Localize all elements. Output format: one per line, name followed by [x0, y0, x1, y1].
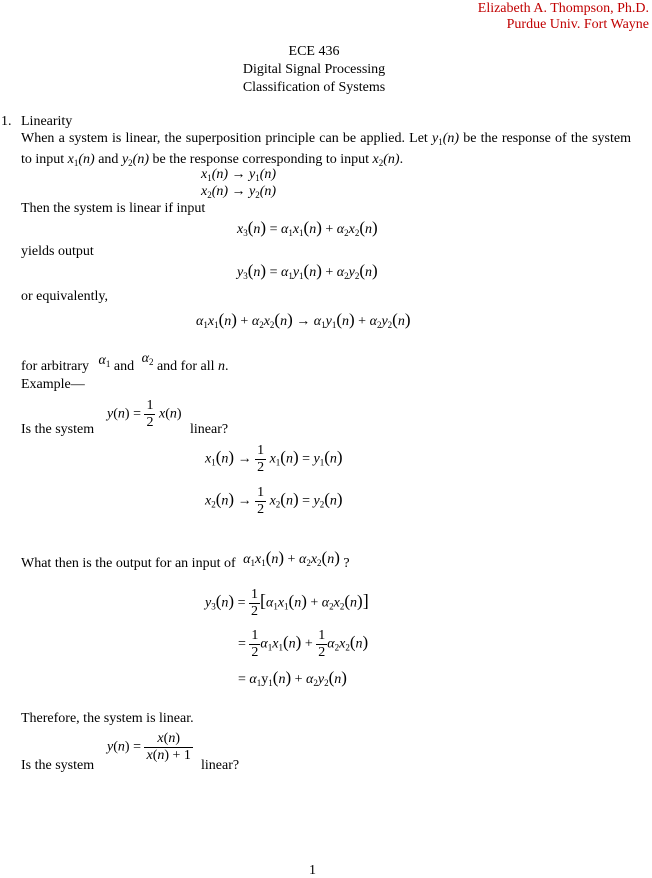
linearity-definition: When a system is linear, the superposition principle can be applied. Let $y_1(n)$ be the response of the system to input $x_1(n)$ and $y_2(n)$ be the response corresponding to input $x_2(n)$. — [21, 131, 631, 168]
response-1-eq: $x_1(n)$ → $\frac{1}{2}$ $x_1(n) = y_1(n)$ — [205, 443, 343, 475]
derivation-line-2: = $\frac{1}{2}$ $\alpha_1x_1(n)$ + $\frac{1}{2}$ $\alpha_2x_2(n)$ — [238, 628, 369, 660]
conclusion-text: Therefore, the system is linear. — [21, 711, 194, 726]
author-affiliation: Purdue Univ. Fort Wayne — [506, 17, 649, 32]
arbitrary-constants-line: for arbitrary $\alpha_1$ and $\alpha_2$ and for all n. — [21, 351, 229, 374]
question-2-label: Is the system — [21, 758, 95, 773]
mapping-2: $x_2(n) \to y_2(n)$ — [201, 184, 277, 200]
document-topic: Classification of Systems — [242, 80, 386, 95]
course-title: Digital Signal Processing — [242, 62, 386, 77]
question-1-linear: linear? — [190, 422, 229, 437]
output-superposition-eq: $y_3(n) = \alpha_1y_1(n) + \alpha_2y_2(n)$ — [237, 261, 378, 281]
what-then-question: What then is the output for an input of $\alpha_1x_1(n) + \alpha_2x_2(n)$ ? — [21, 548, 350, 571]
question-2-linear: linear? — [201, 758, 240, 773]
system-2-eq: y(n) = $\frac{x(n)}{x(n) + 1}$ — [107, 731, 191, 763]
equivalent-mapping-eq: $\alpha_1x_1(n) + \alpha_2x_2(n) \to \alpha_1y_1(n) + \alpha_2y_2(n)$ — [196, 310, 411, 330]
question-1-label: Is the system — [21, 422, 95, 437]
example-label: Example— — [21, 377, 85, 392]
yields-output-text: yields output — [21, 244, 94, 259]
course-number: ECE 436 — [288, 44, 340, 59]
page-number: 1 — [309, 863, 316, 878]
section-heading: Linearity — [21, 114, 73, 129]
then-linear-text: Then the system is linear if input — [21, 201, 206, 216]
author-name: Elizabeth A. Thompson, Ph.D. — [477, 1, 649, 16]
derivation-line-1: $y_3(n)$ = $\frac{1}{2}$ $[\alpha_1x_1(n) + \alpha_2x_2(n)]$ — [205, 587, 369, 619]
system-1-eq: y(n) = $\frac{1}{2}$ x(n) — [107, 398, 182, 430]
response-2-eq: $x_2(n)$ → $\frac{1}{2}$ $x_2(n) = y_2(n)$ — [205, 485, 343, 517]
mapping-1: $x_1(n) \to y_1(n)$ — [201, 167, 277, 183]
or-equivalently-text: or equivalently, — [21, 289, 108, 304]
input-superposition-eq: $x_3(n) = \alpha_1x_1(n) + \alpha_2x_2(n)$ — [237, 218, 378, 238]
section-number: 1. — [1, 114, 12, 129]
derivation-line-3: = $\alpha_1y_1(n) + \alpha_2y_2(n)$ — [238, 668, 347, 688]
